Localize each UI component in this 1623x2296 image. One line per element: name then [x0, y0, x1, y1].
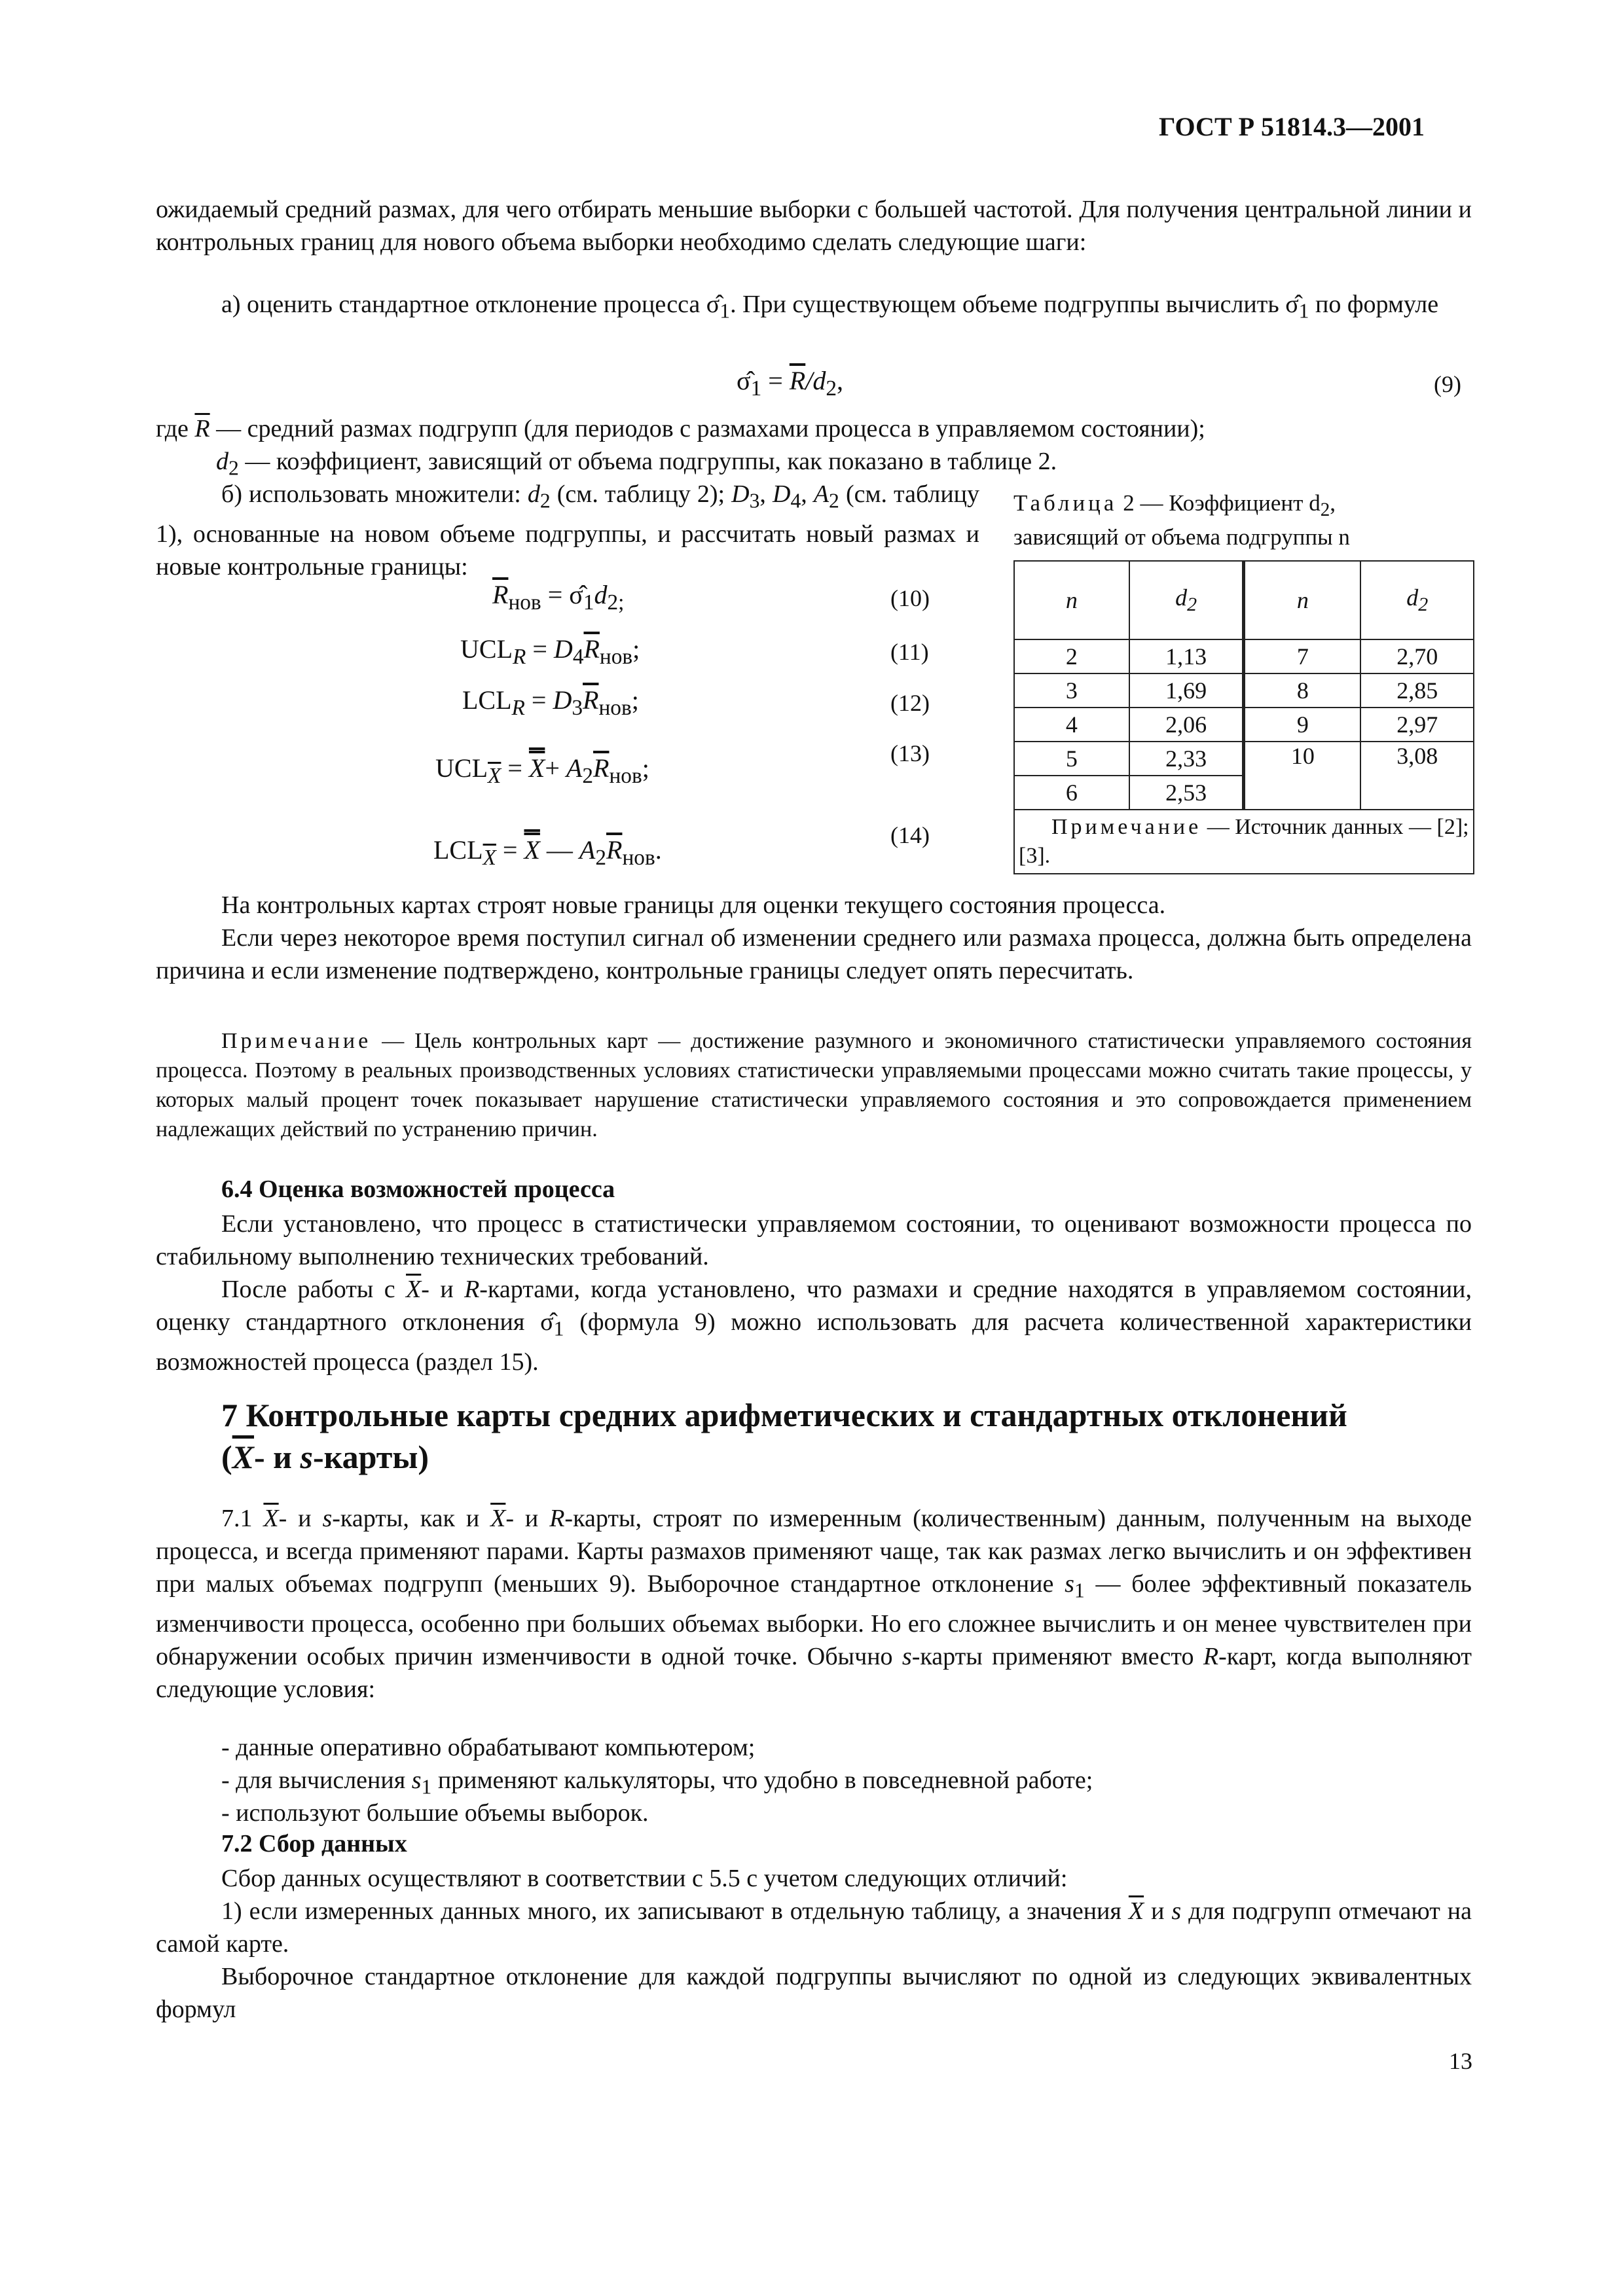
section-6-4-paragraph-2: После работы с $\overline{X}-$ и R-картами, когда установлено, что размахи и средние находятся в управляемом состоянии, оценку стандартного отклонения $\sigmâ_1$ (формула 9) можно использовать для расчета количественной характеристики возможностей процесса (раздел 15). — [156, 1276, 1472, 1376]
formula-11-number: (11) — [890, 639, 929, 665]
formula-10: $\overline{R}_{нов}$ = $\sigmâ_1d_{2;}$ — [492, 580, 625, 615]
formula-9-number: (9) — [1434, 371, 1461, 397]
section-7-heading: 7 Контрольные карты средних арифметических и стандартных отклонений ($\overline{X}-$ и s-карты) — [221, 1397, 1347, 1475]
table-note-row — [1014, 810, 1474, 874]
formula-12-number: (12) — [890, 690, 930, 716]
section-7-2-heading: 7.2 Сбор данных — [221, 1830, 407, 1857]
step-b: б) использовать множители: $d_2$ (см. таблицу 2); $D_3$, $D_4$, $A_2$ (см. таблицу 1), основанные на новом объеме подгруппы, и рассчитать новый размах и новые контрольные границы: — [156, 480, 980, 581]
table-cell: 4 — [1014, 708, 1129, 742]
table-cell: 2,33 — [1129, 742, 1244, 776]
header-d2-2: $d_2$ — [1360, 561, 1474, 639]
header-d2: $d_2$ — [1129, 561, 1244, 639]
formula-13: $UCL_{\overline{X}} = X+ A_2\overline{R}_{нов}$; — [435, 753, 649, 788]
section-7-2-paragraph-1: Сбор данных осуществляют в соответствии с 5.5 с учетом следующих отличий: — [221, 1865, 1068, 1892]
document-header: ГОСТ Р 51814.3—2001 — [1159, 112, 1425, 141]
formula-14: $LCL_{\overline{X}} = X$ — $A_2\overline{R}_{нов}$. — [433, 835, 662, 870]
table-cell: 1,13 — [1129, 639, 1244, 673]
table-cell: 2 — [1014, 639, 1129, 673]
where-d2-line: $d_2$ — коэффициент, зависящий от объема подгруппы, как показано в таблице 2. — [216, 448, 1057, 480]
intro-paragraph: ожидаемый средний размах, для чего отбирать меньшие выборки с большей частотой. Для получения центральной линии и контрольных границ для нового объема выборки необходимо сделать следующие шаги: — [156, 196, 1472, 256]
table-cell: 5 — [1014, 742, 1129, 776]
section-6-4-paragraph-1: Если установлено, что процесс в статистически управляемом состоянии, то оценивают возможности процесса по стабильному выполнению технических требований. — [156, 1210, 1472, 1270]
header-n-2: n — [1244, 561, 1361, 639]
table-note: Примечание — Источник данных — [2]; [3]. — [1014, 810, 1474, 874]
table-cell: 2,70 — [1360, 639, 1474, 673]
list-item: - данные оперативно обрабатывают компьютером; — [221, 1734, 756, 1761]
section-7-2-paragraph-2: 1) если измеренных данных много, их записывают в отдельную таблицу, а значения $\overline{X}$ и s для подгрупп отмечают на самой карте. — [156, 1897, 1472, 1958]
table-cell: 10 — [1244, 742, 1361, 810]
table-row — [1014, 708, 1474, 742]
table-row — [1014, 639, 1474, 673]
formula-11: $UCL_R = D_4\overline{R}_{нов}$; — [460, 634, 640, 669]
table-cell: 6 — [1014, 776, 1129, 810]
table-cell: 3 — [1014, 673, 1129, 708]
table-cell: 3,08 — [1360, 742, 1474, 810]
formula-14-number: (14) — [890, 822, 930, 848]
table-row — [1014, 742, 1474, 776]
table-cell: 2,85 — [1360, 673, 1474, 708]
section-7-2-paragraph-3: Выборочное стандартное отклонение для каждой подгруппы вычисляют по одной из следующих эквивалентных формул — [156, 1963, 1472, 2023]
list-item: - используют большие объемы выборок. — [221, 1799, 649, 1827]
formula-12: $LCL_R = D_3\overline{R}_{нов}$; — [462, 685, 639, 720]
list-item: - для вычисления $s_1$ применяют калькуляторы, что удобно в повседневной работе; — [221, 1767, 1093, 1799]
section-6-4-heading: 6.4 Оценка возможностей процесса — [221, 1175, 615, 1203]
table-cell: 2,53 — [1129, 776, 1244, 810]
table-cell: 9 — [1244, 708, 1361, 742]
table-row — [1014, 673, 1474, 708]
header-n: n — [1014, 561, 1129, 639]
table-cell: 7 — [1244, 639, 1361, 673]
note-paragraph: Примечание — Цель контрольных карт — достижение разумного и экономичного статистически управляемого состояния процесса. Поэтому в реальных производственных условиях статистически управляемыми процессами можно считать такие процессы, у которых малый процент точек показывает нарушение статистически управляемого состояния и это сопровождается применением надлежащих действий по устранению причин. — [156, 1029, 1472, 1141]
table-cell: 8 — [1244, 673, 1361, 708]
page-number: 13 — [1449, 2048, 1472, 2074]
body-paragraph-2: Если через некоторое время поступил сигнал об изменении среднего или размаха процесса, должна быть определена причина и если изменение подтверждено, контрольные границы следует опять пересчитать. — [156, 924, 1472, 984]
table-header-row — [1014, 561, 1474, 639]
section-7-1-paragraph: 7.1 $\overline{X}-$ и s-карты, как и $\overline{X}-$ и R-карты, строят по измеренным (количественным) данным, полученным на выходе процесса, и всегда применяют парами. Карты размахов применяют чаще, так как размах легко вычислить и он эффективен при малых объемах подгрупп (меньших 9). Выборочное стандартное отклонение $s_1$ — более эффективный показатель изменчивости процесса, особенно при больших объемах выборки. Но его сложнее вычислить и он менее чувствителен при обнаружении особых причин изменчивости в одной точке. Обычно s-карты применяют вместо R-карт, когда выполняют следующие условия: — [156, 1505, 1472, 1703]
table-cell: 2,97 — [1360, 708, 1474, 742]
table-2 — [1013, 560, 1474, 874]
step-a: а) оценить стандартное отклонение процесса $\sigmâ_1$. При существующем объеме подгруппы вычислить $\sigmâ_1$ по формуле — [221, 291, 1439, 323]
table-cell: 2,06 — [1129, 708, 1244, 742]
where-r-line: где $\overline{R}$ — средний размах подгрупп (для периодов с размахами процесса в управляемом состоянии); — [156, 415, 1205, 442]
table-2-title: Таблица 2 — Коэффициент $d_2$, зависящий от объема подгруппы n — [1013, 490, 1350, 550]
formula-9: $\sigmâ_1 = \overline{R}/d_2$, — [737, 366, 844, 401]
body-paragraph-1: На контрольных картах строят новые границы для оценки текущего состояния процесса. — [221, 891, 1166, 919]
table-cell: 1,69 — [1129, 673, 1244, 708]
formula-10-number: (10) — [890, 585, 930, 611]
formula-13-number: (13) — [890, 740, 930, 766]
